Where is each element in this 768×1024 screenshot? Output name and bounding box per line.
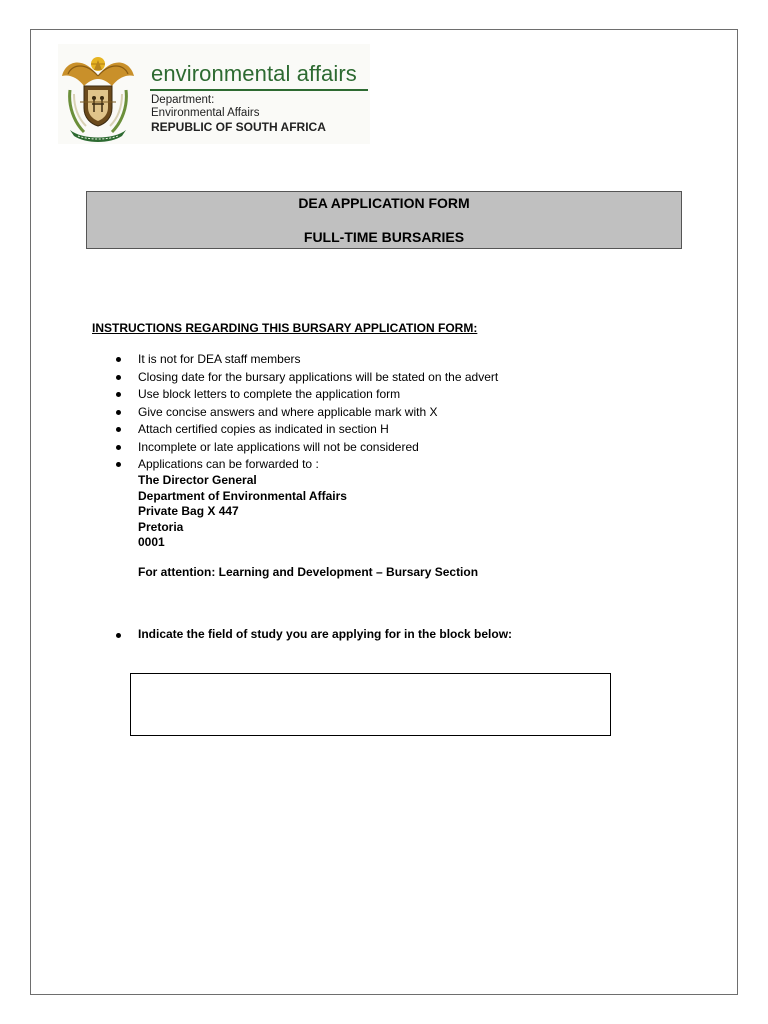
bullet-icon xyxy=(116,633,121,638)
list-item-text: Use block letters to complete the application form xyxy=(138,387,401,401)
bullet-icon xyxy=(116,410,121,415)
list-item-text: Attach certified copies as indicated in section H xyxy=(138,422,389,436)
postal-address xyxy=(138,473,347,551)
bullet-icon xyxy=(116,462,121,467)
field-of-study-prompt-text: Indicate the field of study you are applying for in the block below: xyxy=(138,627,513,641)
bullet-icon xyxy=(116,392,121,397)
list-item-text: Closing date for the bursary applications will be stated on the advert xyxy=(138,369,499,384)
list-item xyxy=(110,421,498,439)
address-line: Private Bag X 447 xyxy=(138,504,239,518)
form-title: DEA APPLICATION FORM xyxy=(298,195,470,211)
list-item xyxy=(110,386,498,404)
logo-country: REPUBLIC OF SOUTH AFRICA xyxy=(151,120,326,134)
instructions-heading: INSTRUCTIONS REGARDING THIS BURSARY APPLICATION FORM: xyxy=(92,321,478,335)
logo-title: environmental affairs xyxy=(151,61,357,86)
list-item xyxy=(110,351,498,369)
list-item-text: Applications can be forwarded to : xyxy=(138,457,319,471)
form-title-box xyxy=(86,191,682,249)
attention-line: For attention: Learning and Development – Bursary Section xyxy=(138,565,479,579)
logo-divider xyxy=(150,89,368,91)
list-item xyxy=(110,369,498,387)
bullet-icon xyxy=(116,375,121,380)
coat-of-arms-icon xyxy=(60,46,136,142)
address-line: Department of Environmental Affairs xyxy=(138,488,347,503)
list-item xyxy=(110,456,498,474)
bullet-icon xyxy=(116,427,121,432)
page-border xyxy=(30,29,738,995)
list-item-text: It is not for DEA staff members xyxy=(138,352,301,366)
list-item xyxy=(110,404,498,422)
address-line: Pretoria xyxy=(138,519,184,534)
form-subtitle: FULL-TIME BURSARIES xyxy=(303,229,465,245)
list-item-text: Give concise answers and where applicable mark with X xyxy=(138,404,438,419)
address-line: 0001 xyxy=(138,535,165,549)
field-of-study-prompt xyxy=(110,627,512,641)
list-item xyxy=(110,439,498,457)
instructions-list xyxy=(110,351,498,474)
logo-department-name: Environmental Affairs xyxy=(151,107,260,119)
list-item-text: Incomplete or late applications will not be considered xyxy=(138,439,419,454)
logo-department-label: Department: xyxy=(151,94,215,106)
department-logo xyxy=(58,44,370,144)
bullet-icon xyxy=(116,357,121,362)
field-of-study-input[interactable] xyxy=(130,673,611,736)
address-line: The Director General xyxy=(138,473,257,487)
bullet-icon xyxy=(116,445,121,450)
